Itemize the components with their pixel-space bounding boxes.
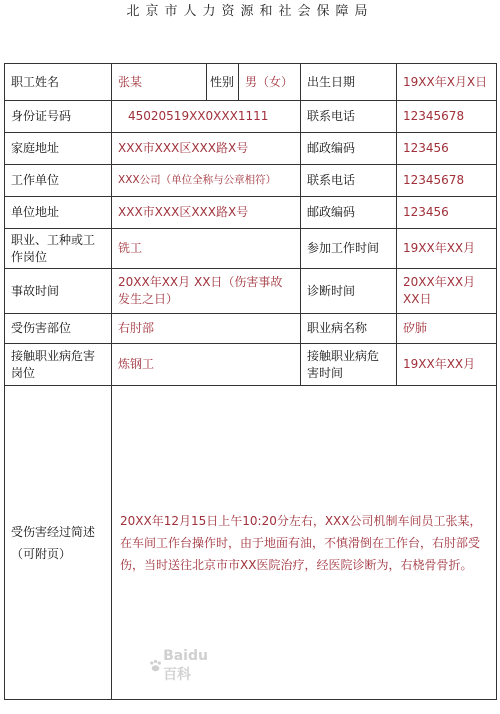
hazard-post-label: 接触职业病危害岗位 [5,344,112,386]
disease-name-value: 矽肺 [397,314,497,344]
disease-name-label: 职业病名称 [301,314,397,344]
postal-code-label: 邮政编码 [301,133,397,165]
table-row [5,197,497,229]
phone-label: 联系电话 [301,101,397,133]
gender-label: 性别 [207,64,239,101]
birth-date-value: 19XX年X月X日 [397,64,497,101]
injury-form-table [4,63,497,700]
page-header: 北京市人力资源和社会保障局 [126,4,374,19]
injured-part-label: 受伤害部位 [5,314,112,344]
name-label: 职工姓名 [5,64,112,101]
phone-value: 12345678 [397,101,497,133]
accident-time-label: 事故时间 [5,269,112,314]
paw-icon [148,656,163,676]
table-row [5,101,497,133]
employer-address-value: XXX市XXX区XXX路X号 [112,197,301,229]
diagnosis-time-label: 诊断时间 [301,269,397,314]
birth-date-label: 出生日期 [301,64,397,101]
watermark-text: Baidu百科 [163,648,208,683]
hazard-post-value: 炼钢工 [112,344,301,386]
id-number-value: 45020519XX0XXX1111 [112,101,301,133]
table-row [5,386,497,700]
table-row [5,165,497,197]
job-position-value: 铣工 [112,229,301,269]
table-row [5,314,497,344]
table-row [5,133,497,165]
work-start-label: 参加工作时间 [301,229,397,269]
table-row [5,64,497,101]
employer-phone-value: 12345678 [397,165,497,197]
hazard-time-label: 接触职业病危害时间 [301,344,397,386]
accident-time-value: 20XX年XX月 XX日（伤害事故发生之日） [112,269,301,314]
id-number-label: 身份证号码 [5,101,112,133]
job-position-label: 职业、工种或工作岗位 [5,229,112,269]
employer-phone-label: 联系电话 [301,165,397,197]
work-start-value: 19XX年XX月 [397,229,497,269]
employer-postal-label: 邮政编码 [301,197,397,229]
injured-part-value: 右肘部 [112,314,301,344]
postal-code-value: 123456 [397,133,497,165]
employer-postal-value: 123456 [397,197,497,229]
watermark [148,650,218,682]
employer-address-label: 单位地址 [5,197,112,229]
table-row [5,229,497,269]
table-row [5,269,497,314]
narrative-text: 20XX年12月15日上午10:20分左右，XXX公司机制车间员工张某，在车间工作台操作时，由于地面有油，不慎滑倒在工作台，右肘部受伤，当时送往北京市市XX医院治疗，经医院诊断为，右桡骨骨折。 [120,513,482,572]
employer-value: XXX公司（单位全称与公章相符） [112,165,301,197]
gender-value: 男（女） [239,64,301,101]
home-address-label: 家庭地址 [5,133,112,165]
home-address-value: XXX市XXX区XXX路X号 [112,133,301,165]
narrative-label: 受伤害经过简述（可附页） [5,386,112,700]
diagnosis-time-value: 20XX年XX月XX日 [397,269,497,314]
name-value: 张某 [112,64,207,101]
employer-label: 工作单位 [5,165,112,197]
table-row [5,344,497,386]
hazard-time-value: 19XX年XX月 [397,344,497,386]
